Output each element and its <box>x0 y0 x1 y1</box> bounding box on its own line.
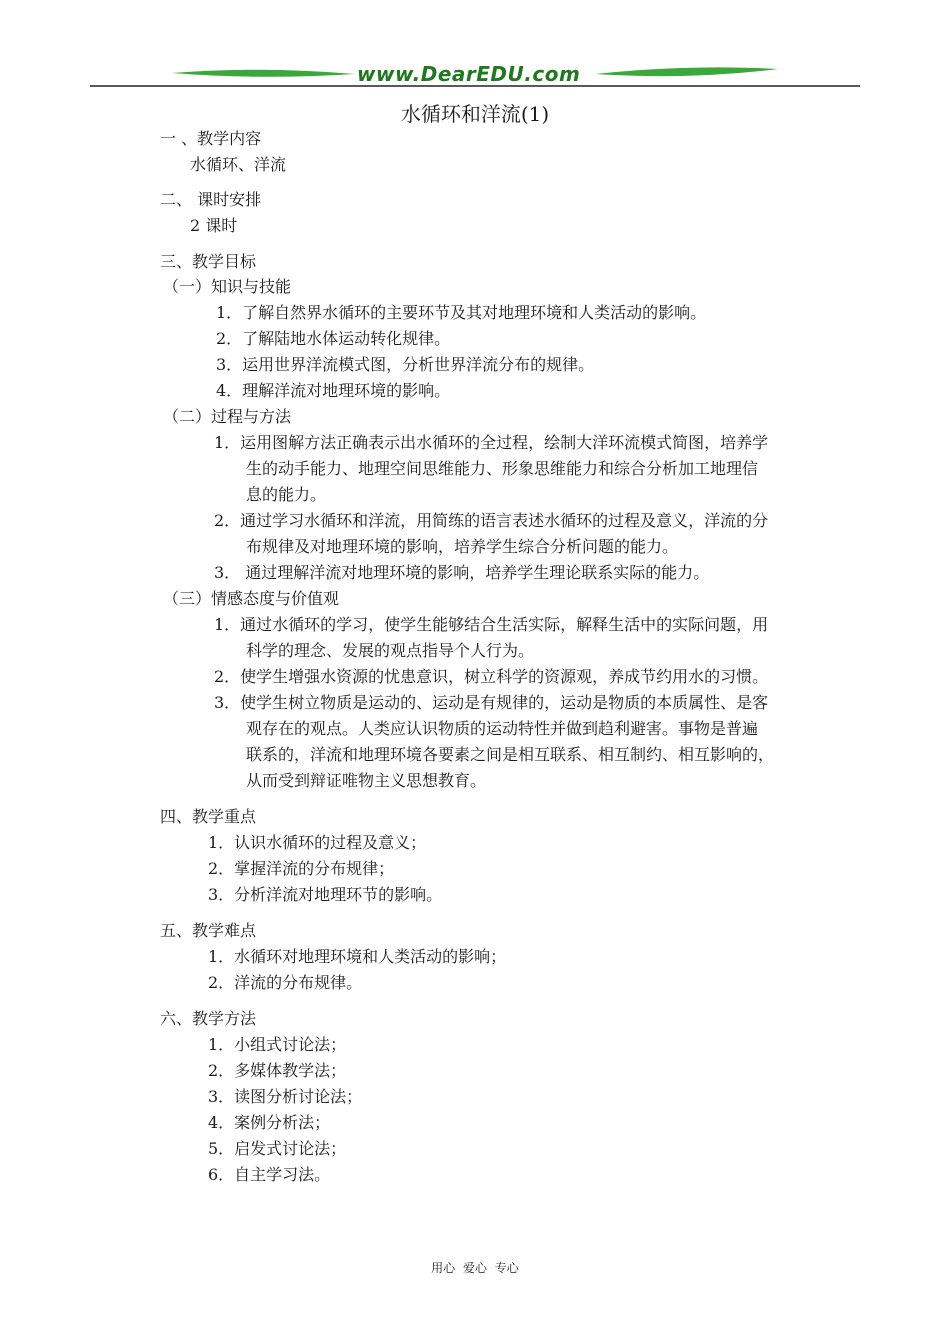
list-item: 4．理解洋流对地理环境的影响。 <box>216 381 451 400</box>
list-item: 4．案例分析法； <box>208 1113 331 1132</box>
list-item: 2．掌握洋流的分布规律； <box>208 859 395 878</box>
list-item: 3．使学生树立物质是运动的、运动是有规律的，运动是物质的本质属性、是客 <box>214 693 769 712</box>
list-item-continuation: 观存在的观点。人类应认识物质的运动特性并做到趋利避害。事物是普遍 <box>246 719 759 738</box>
list-item: 1．了解自然界水循环的主要环节及其对地理环境和人类活动的影响。 <box>216 303 707 322</box>
list-item: 2．了解陆地水体运动转化规律。 <box>216 329 451 348</box>
list-item: 2．多媒体教学法； <box>208 1061 347 1080</box>
list-item: 1．通过水循环的学习，使学生能够结合生活实际，解释生活中的实际问题，用 <box>214 615 769 634</box>
page-header <box>0 0 950 100</box>
list-item: 5．启发式讨论法； <box>208 1139 347 1158</box>
list-item: 1．认识水循环的过程及意义； <box>208 833 427 852</box>
section-body: 水循环、洋流 <box>190 155 287 174</box>
list-item: 1．小组式讨论法； <box>208 1035 347 1054</box>
list-item: 3．运用世界洋流模式图，分析世界洋流分布的规律。 <box>216 355 595 374</box>
section-heading: 二、 课时安排 <box>160 190 262 209</box>
section-heading: 一 、教学内容 <box>160 129 262 148</box>
list-item: 1．运用图解方法正确表示出水循环的全过程，绘制大洋环流模式简图，培养学 <box>214 433 769 452</box>
list-item-continuation: 生的动手能力、地理空间思维能力、形象思维能力和综合分析加工地理信 <box>246 459 759 478</box>
section-heading: 五、教学难点 <box>160 921 257 940</box>
list-item: 3．读图分析讨论法； <box>208 1087 363 1106</box>
list-item: 2．洋流的分布规律。 <box>208 973 363 992</box>
page-title: 水循环和洋流(1) <box>400 102 550 126</box>
section-heading: 四、教学重点 <box>160 807 257 826</box>
section-body: 2 课时 <box>190 216 238 235</box>
list-item: 3．分析洋流对地理环节的影响。 <box>208 885 443 904</box>
list-item-continuation: 息的能力。 <box>246 485 327 504</box>
list-item: 3． 通过理解洋流对地理环境的影响，培养学生理论联系实际的能力。 <box>214 563 710 582</box>
site-logo: www.DearEDU.com <box>357 62 581 86</box>
section-heading: 三、教学目标 <box>160 252 257 271</box>
page-footer: 用心 爱心 专心 <box>431 1261 519 1275</box>
list-item: 2．通过学习水循环和洋流，用简练的语言表述水循环的过程及意义，洋流的分 <box>214 511 769 530</box>
section-heading: 六、教学方法 <box>160 1009 257 1028</box>
list-item-continuation: 联系的，洋流和地理环境各要素之间是相互联系、相互制约、相互影响的， <box>246 745 775 764</box>
list-item: 6．自主学习法。 <box>208 1165 331 1184</box>
subsection-heading: （二）过程与方法 <box>163 407 292 426</box>
subsection-heading: （一）知识与技能 <box>163 277 292 296</box>
list-item-continuation: 布规律及对地理环境的影响，培养学生综合分析问题的能力。 <box>246 537 679 556</box>
list-item: 1．水循环对地理环境和人类活动的影响； <box>208 947 507 966</box>
list-item-continuation: 科学的理念、发展的观点指导个人行为。 <box>246 641 535 660</box>
list-item-continuation: 从而受到辩证唯物主义思想教育。 <box>246 771 487 790</box>
subsection-heading: （三）情感态度与价值观 <box>163 589 340 608</box>
list-item: 2．使学生增强水资源的忧患意识，树立科学的资源观，养成节约用水的习惯。 <box>214 667 769 686</box>
